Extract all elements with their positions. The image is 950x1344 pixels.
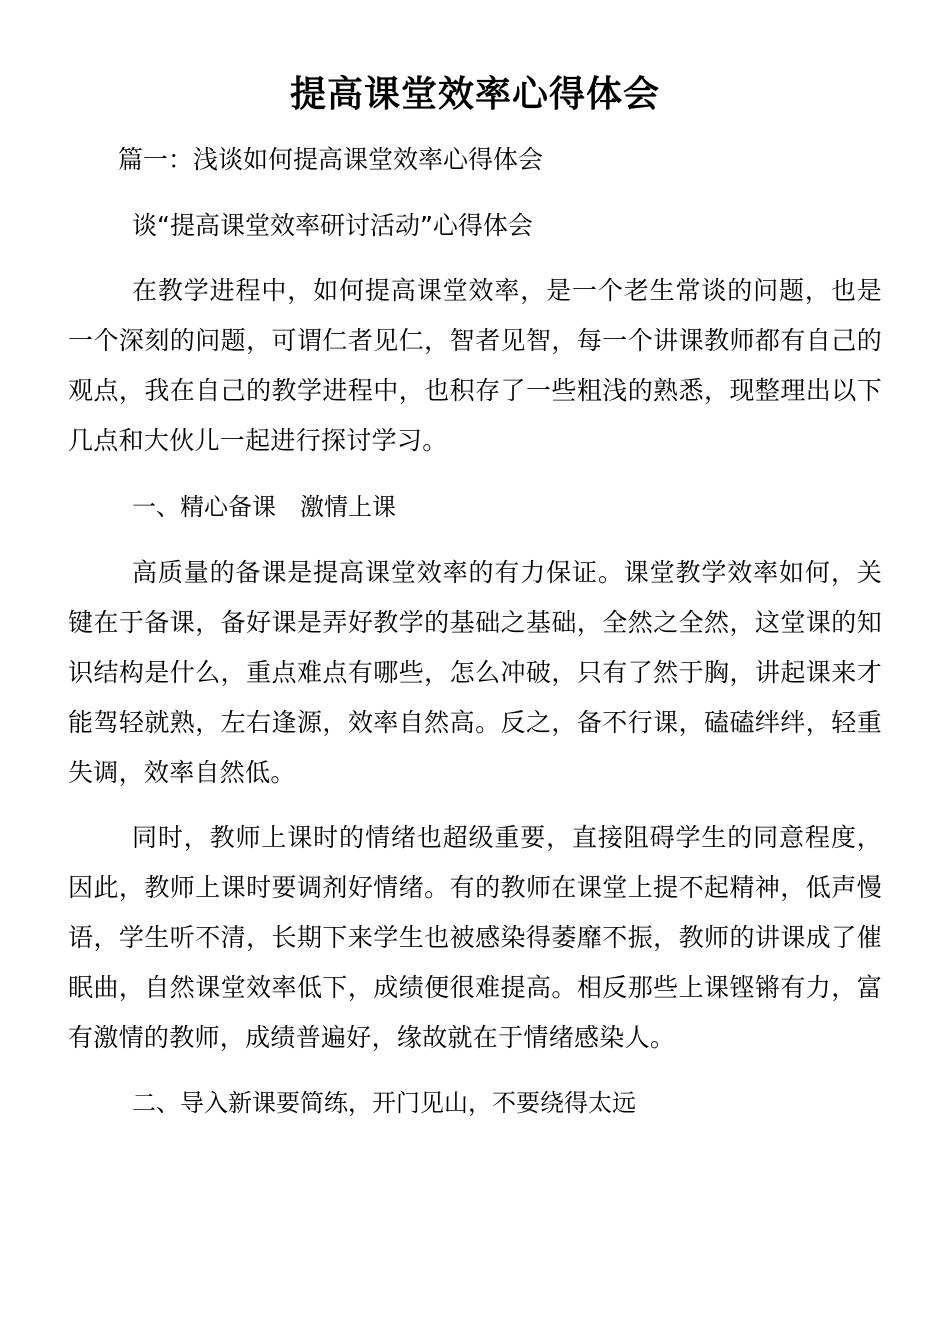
document-title: 提高课堂效率心得体会	[289, 73, 660, 115]
section-heading: 篇一：浅谈如何提高课堂效率心得体会	[118, 145, 544, 174]
paragraph-emotion: 同时，教师上课时的情绪也超级重要，直接阻碍学生的同意程度，因此，教师上课时要调剂好情绪。有的教师在课堂上提不起精神，低声慢语，学生听不清，长期下来学生也被感染得萎靡不振，教师的讲课成了催眠曲，自然课堂效率低下，成绩便很难提高。相反那些上课铿锵有力，富有激情的教师，成绩普遍好，缘故就在于情绪感染人。	[68, 823, 882, 1052]
subheading-1: 一、精心备课 激情上课	[132, 493, 396, 521]
paragraph-intro: 在教学进程中，如何提高课堂效率，是一个老生常谈的问题，也是一个深刻的问题，可谓仁者见仁，智者见智，每一个讲课教师都有自己的观点，我在自己的教学进程中，也积存了一些粗浅的熟悉，现整理出以下几点和大伙儿一起进行探讨学习。	[68, 276, 882, 455]
paragraph-preparation: 高质量的备课是提高课堂效率的有力保证。课堂教学效率如何，关键在于备课，备好课是弄好教学的基础之基础，全然之全然，这堂课的知识结构是什么，重点难点有哪些，怎么冲破，只有了然于胸，讲起课来才能驾轻就熟，左右逢源，效率自然高。反之，备不行课，磕磕绊绊，轻重失调，效率自然低。	[68, 558, 882, 787]
subheading-2: 二、导入新课要简练，开门见山，不要绕得太远	[132, 1089, 636, 1117]
article-title: 谈“提高课堂效率研讨活动”心得体会	[132, 211, 533, 240]
